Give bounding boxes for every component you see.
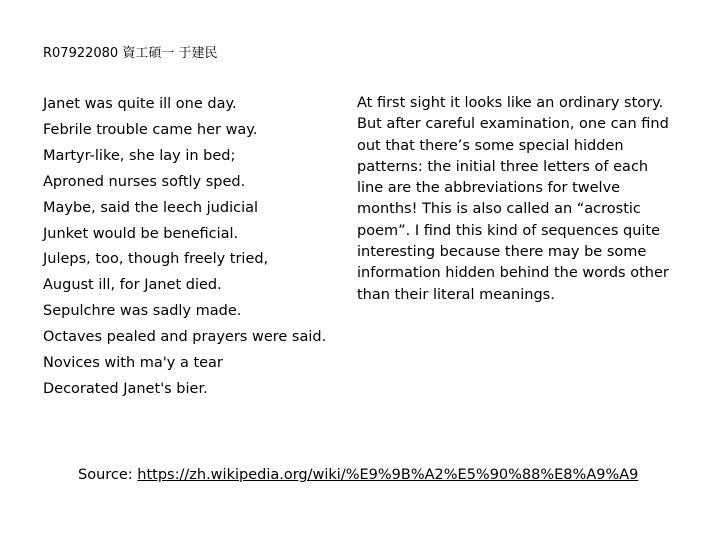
- poem-line: Febrile trouble came her way.: [43, 121, 258, 138]
- poem-line: Novices with ma'y a tear: [43, 355, 223, 372]
- poem-line: Maybe, said the leech judicial: [43, 199, 259, 216]
- explanation-paragraph: At first sight it looks like an ordinary story. But after careful examination, one can find out that there’s some special hidden patterns: the initial three letters of each line are the abbreviations for twelve months! This is also called an “acrostic poem”. I find this kind of sequences quite interesting because there may be some information hidden behind the words other than their literal meanings.: [357, 95, 669, 303]
- poem-line: Juleps, too, though freely tried,: [43, 251, 269, 268]
- header: [43, 42, 217, 61]
- source-label: Source:: [78, 467, 138, 483]
- poem-line: Janet was quite ill one day.: [43, 96, 237, 112]
- source-link[interactable]: https://zh.wikipedia.org/wiki/%E9%9B%A2%E5%90%88%E8%A9%A9: [137, 467, 639, 483]
- poem-line: Junket would be beneficial.: [43, 225, 239, 242]
- acrostic-poem: [43, 92, 343, 403]
- poem-line: Octaves pealed and prayers were said.: [43, 329, 327, 346]
- poem-line: August ill, for Janet died.: [43, 277, 222, 294]
- author-name: 資工碩一 于建民: [122, 46, 218, 61]
- poem-line: Sepulchre was sadly made.: [43, 303, 242, 320]
- poem-line: Aproned nurses softly sped.: [43, 173, 246, 190]
- student-id: R07922080: [43, 46, 119, 61]
- source-citation: [78, 467, 638, 483]
- poem-line: Martyr-like, she lay in bed;: [43, 147, 236, 164]
- poem-line: Decorated Janet's bier.: [43, 380, 208, 397]
